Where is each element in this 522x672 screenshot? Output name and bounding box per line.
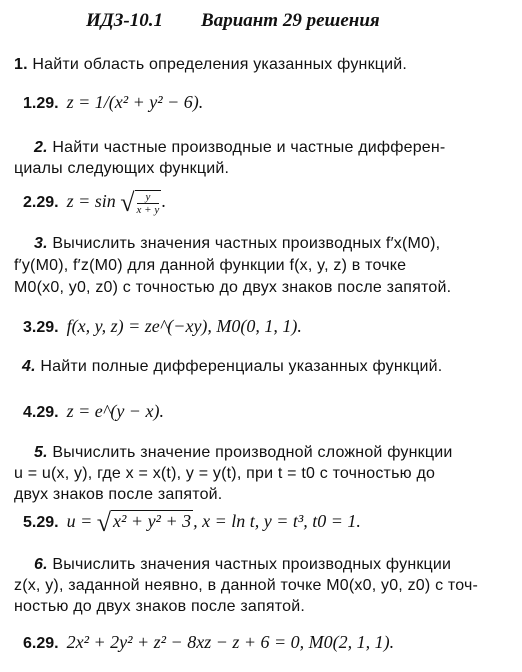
formula-4-29 [23,401,164,422]
task-6-text [34,555,451,575]
task-3-line-3: M0(x0, y0, z0) с точностью до двух знаков после запятой. [14,279,452,296]
formula-2-tail: . [161,191,166,212]
fraction [137,191,160,216]
task-5-line-3: двух знаков после запятой. [14,486,223,503]
task-3-line-1: Вычислить значения частных производных f′x(M0), [52,235,441,252]
task-4-line-1: Найти полные дифференциалы указанных функций. [40,358,443,375]
radical-body-5: x² + y² + 3 [113,511,192,532]
title-code: ИДЗ-10.1 [86,10,164,31]
formula-3-29 [23,316,302,337]
task-6-line-1: Вычислить значения частных производных функции [52,556,452,573]
task-4-text [22,357,442,377]
radical-sign-5: √ [96,508,112,537]
task-5-text [34,443,452,463]
task-2-line-1: Найти частные производные и частные дифферен- [52,139,446,156]
task-2-line-2: циалы следующих функций. [14,160,230,177]
task-2-number: 2. [34,139,48,156]
fraction-denominator: x + y [136,203,160,216]
task-5-line-2: u = u(x, y), где x = x(t), y = y(t), при t = t0 с точностью до [14,465,436,482]
formula-5-tail: , x = ln t, y = t³, t0 = 1. [193,511,361,532]
formula-4-expression: z = e^(y − x). [66,401,164,421]
fraction-numerator: y [145,190,151,203]
task-4-number: 4. [22,358,36,375]
task-1-text [14,55,407,75]
formula-2-number: 2.29. [23,194,59,212]
formula-6-29 [23,632,394,653]
radical-body [135,190,162,216]
formula-6-expression: 2x² + 2y² + z² − 8xz − z + 6 = 0, M0(2, 1, 1). [66,632,395,652]
formula-6-number: 6.29. [23,635,59,652]
formula-2-29 [23,188,166,218]
task-6-number: 6. [34,556,48,573]
task-5-line-1: Вычислить значение производной сложной функции [52,444,453,461]
task-3-line-2: f′y(M0), f′z(M0) для данной функции f(x, y, z) в точке [14,257,407,274]
formula-5-left: u = [66,511,93,532]
task-5-number: 5. [34,444,48,461]
task-1-number: 1. [14,56,28,73]
formula-5-29 [23,508,361,538]
radical-sign: √ [120,188,135,217]
formula-1-number: 1.29. [23,95,59,112]
formula-4-number: 4.29. [23,404,59,421]
formula-3-number: 3.29. [23,319,59,336]
formula-5-number: 5.29. [23,514,59,532]
title-variant: Вариант 29 решения [201,10,380,31]
formula-3-expression: f(x, y, z) = ze^(−xy), M0(0, 1, 1). [66,316,302,336]
page-title [86,10,380,32]
task-6-line-2: z(x, y), заданной неявно, в данной точке M0(x0, y0, z0) с точ- [14,577,479,594]
task-1-line-1: Найти область определения указанных функций. [32,56,408,73]
task-6-line-3: ностью до двух знаков после запятой. [14,598,305,615]
formula-1-expression: z = 1/(x² + y² − 6). [66,92,204,112]
task-2-text [34,138,445,158]
task-3-number: 3. [34,235,48,252]
formula-2-left: z = sin [66,191,116,212]
task-3-text [34,234,440,254]
formula-1-29 [23,92,203,113]
